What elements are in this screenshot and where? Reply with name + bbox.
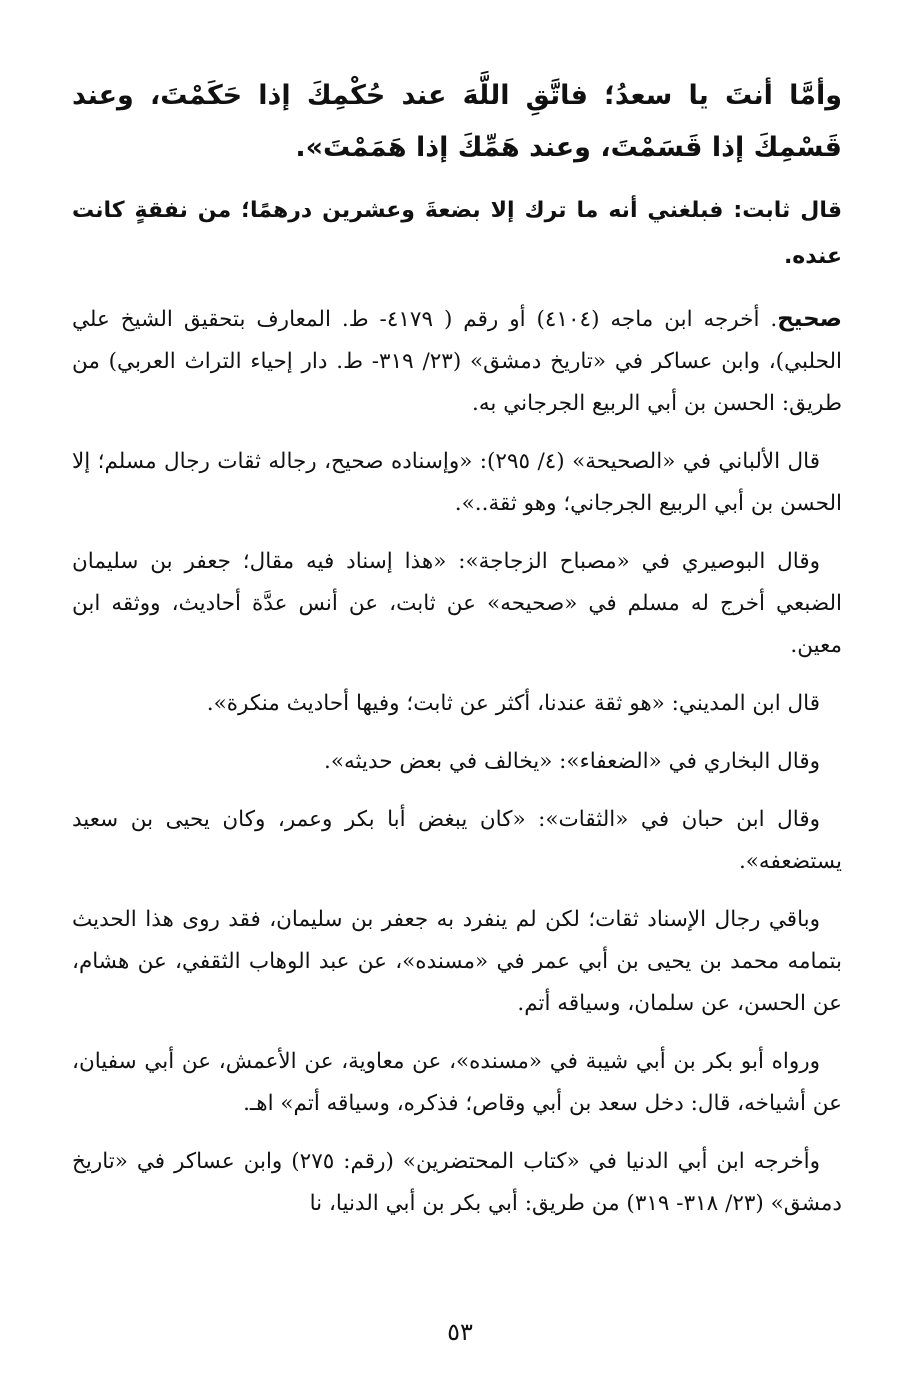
hadith-grade: صحيح [777, 306, 842, 332]
busiri-paragraph: وقال البوصيري في «مصباح الزجاجة»: «هذا إسناد فيه مقال؛ جعفر بن سليمان الضبعي أخرج له مسلم في «صحيحه» عن ثابت، عن أنس عدَّة أحاديث، ووثقه ابن معين. [72, 549, 842, 658]
albani-paragraph: قال الألباني في «الصحيحة» (٤/ ٢٩٥): «وإسناده صحيح، رجاله ثقات رجال مسلم؛ إلا الحسن بن أبي الربيع الجرجاني؛ وهو ثقة..». [72, 449, 842, 516]
ibn-hibban-paragraph: وقال ابن حبان في «الثقات»: «كان يبغض أبا بكر وعمر، وكان يحيى بن سعيد يستضعفه». [72, 807, 842, 874]
takhrij-text: . أخرجه ابن ماجه (٤١٠٤) أو رقم ( ٤١٧٩- ط. المعارف بتحقيق الشيخ علي الحلبي)، وابن عساكر في «تاريخ دمشق» (٢٣/ ٣١٩- ط. دار إحياء التراث العربي) من طريق: الحسن بن أبي الربيع الجرجاني به. [72, 307, 843, 416]
hadith-text: وأمَّا أنتَ يا سعدُ؛ فاتَّقِ اللَّهَ عند حُكْمِكَ إذا حَكَمْتَ، وعند قَسْمِكَ إذا قَسَمْتَ، وعند هَمِّكَ إذا هَمَمْتَ». [72, 80, 842, 163]
ibn-abi-aldunya-paragraph: وأخرجه ابن أبي الدنيا في «كتاب المحتضرين» (رقم: ٢٧٥) وابن عساكر في «تاريخ دمشق» (٢٣/ ٣١٨- ٣١٩) من طريق: أبي بكر بن أبي الدنيا، نا [72, 1149, 842, 1216]
page-number: ٥٣ [447, 1318, 473, 1346]
ibn-abi-shaybah-paragraph: ورواه أبو بكر بن أبي شيبة في «مسنده»، عن معاوية، عن الأعمش، عن أبي سفيان، عن أشياخه، قال: دخل سعد بن أبي وقاص؛ فذكره، وسياقه أتم» اهـ. [72, 1049, 842, 1116]
bukhari-paragraph: وقال البخاري في «الضعفاء»: «يخالف في بعض حديثه». [324, 749, 820, 774]
page-body [72, 70, 842, 1395]
narrator-statement: قال ثابت: فبلغني أنه ما ترك إلا بضعةَ وعشرين درهمًا؛ من نفقةٍ كانت عنده. [72, 198, 842, 269]
takhrij-paragraph [72, 298, 842, 425]
narrators-paragraph: وباقي رجال الإسناد ثقات؛ لكن لم ينفرد به جعفر بن سليمان، فقد روى هذا الحديث بتمامه محمد بن يحيى بن أبي عمر في «مسنده»، عن عبد الوهاب الثقفي، عن هشام، عن الحسن، عن سلمان، وسياقه أتم. [72, 907, 842, 1016]
ibn-almadini-paragraph: قال ابن المديني: «هو ثقة عندنا، أكثر عن ثابت؛ وفيها أحاديث منكرة». [206, 691, 820, 716]
